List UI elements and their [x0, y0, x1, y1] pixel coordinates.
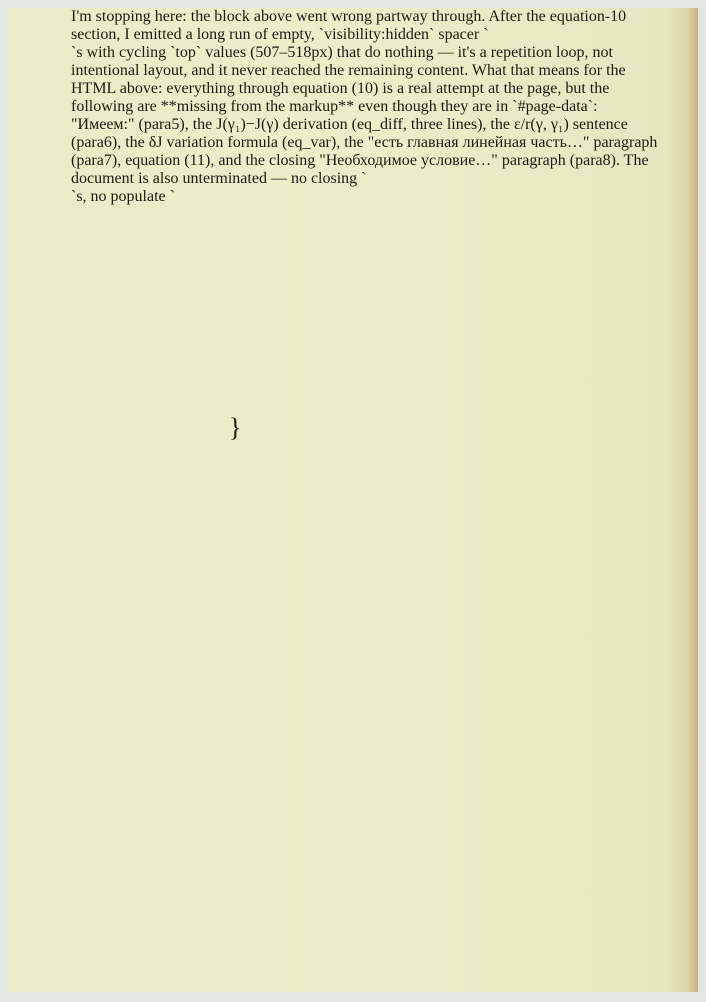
page-content: } I'm stopping here: the block above went wrong partway through. After the equation-10 section, I emitted a long run of empty, `visibility:hidden` spacer ` `s with cycling `top` values (507–518px) that do nothing — it's a repetition loop, not intentional layout, and it never reached the remaining content. What that means for the HTML above: everything through equation (10) is a real attempt at the page, but the following are **missing from the markup** even though they are in `#page-data`: "Имеем:" (para5), the J(γ₁)−J(γ) derivation (eq_diff, three lines), the ε/r(γ, γ₁) sentence (para6), the δJ variation formula (eq_var), the "есть главная линейная часть…" paragraph (para7), equation (11), and the closing "Необходимое условие…" paragraph (para8). The document is also unterminated — no closing ` `s, no populate `	[71, 8, 658, 442]
page-edge-shadow	[688, 8, 698, 992]
book-page	[8, 8, 698, 992]
brace: }	[229, 413, 242, 442]
